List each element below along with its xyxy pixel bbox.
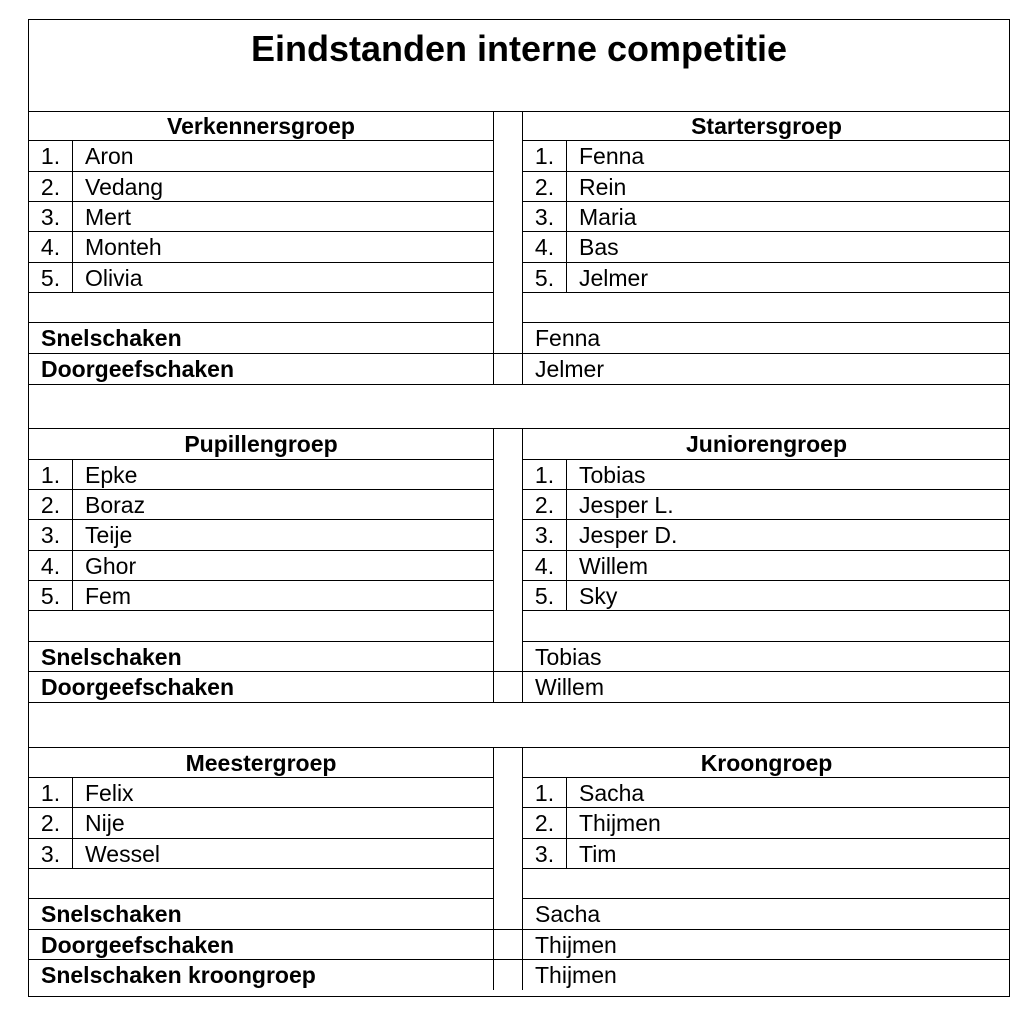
column-gap <box>493 642 523 671</box>
rank-row <box>29 172 493 202</box>
rank-number: 5. <box>29 263 73 292</box>
group-panel-right <box>523 429 1010 641</box>
rank-row <box>29 581 493 611</box>
prize-label: Doorgeefschaken <box>41 931 235 958</box>
rank-row <box>29 839 493 869</box>
prize-winner: Fenna <box>535 325 601 352</box>
rank-number: 1. <box>523 141 567 170</box>
page-title: Eindstanden interne competitie <box>29 20 1009 112</box>
player-name: Felix <box>85 779 134 806</box>
rank-row <box>29 490 493 520</box>
player-name: Mert <box>85 203 131 230</box>
rank-row <box>523 808 1010 838</box>
player-name: Thijmen <box>579 810 661 837</box>
rank-row <box>523 778 1010 808</box>
column-gap <box>493 899 523 928</box>
player-name: Teije <box>85 522 133 549</box>
empty-row <box>523 293 1010 323</box>
rank-row <box>29 460 493 490</box>
empty-row <box>29 611 493 641</box>
column-gap <box>493 930 523 959</box>
player-name: Epke <box>85 461 138 488</box>
prize-row <box>29 354 1009 384</box>
rank-row <box>523 202 1010 232</box>
prize-winner: Thijmen <box>535 961 617 988</box>
player-name: Fem <box>85 582 131 609</box>
group-section <box>29 111 1009 384</box>
group-section <box>29 748 1009 991</box>
rank-number: 2. <box>523 808 567 837</box>
player-name: Bas <box>579 234 619 261</box>
rank-number: 2. <box>523 172 567 201</box>
rank-row <box>29 808 493 838</box>
rank-number: 3. <box>523 520 567 549</box>
prize-label: Doorgeefschaken <box>41 355 235 382</box>
prize-winner: Jelmer <box>535 355 605 382</box>
player-name: Jelmer <box>579 264 649 291</box>
rank-row <box>523 520 1010 550</box>
extra-prizes <box>29 323 1009 384</box>
prize-label: Snelschaken <box>41 325 182 352</box>
rank-number: 1. <box>29 141 73 170</box>
player-name: Jesper L. <box>579 491 674 518</box>
section-divider <box>29 384 1009 429</box>
rank-number: 1. <box>29 778 73 807</box>
rank-number: 4. <box>29 551 73 580</box>
empty-row <box>29 869 493 899</box>
column-gap <box>493 960 523 990</box>
player-name: Ghor <box>85 552 137 579</box>
extra-prizes <box>29 899 1009 990</box>
rank-row <box>29 551 493 581</box>
prize-winner: Willem <box>535 673 604 700</box>
results-table <box>28 19 1010 997</box>
column-gap <box>493 323 523 352</box>
player-name: Maria <box>579 203 637 230</box>
rank-number: 4. <box>523 232 567 261</box>
rank-number: 1. <box>29 460 73 489</box>
group-panel-right <box>523 111 1010 323</box>
player-name: Rein <box>579 173 627 200</box>
rank-row <box>523 490 1010 520</box>
prize-winner: Sacha <box>535 901 601 928</box>
rank-row <box>523 839 1010 869</box>
player-name: Vedang <box>85 173 164 200</box>
player-name: Boraz <box>85 491 146 518</box>
group-section <box>29 429 1009 702</box>
column-gap <box>493 672 523 702</box>
rank-number: 4. <box>29 232 73 261</box>
rank-row <box>523 263 1010 293</box>
group-heading: Kroongroep <box>523 748 1010 778</box>
rank-number: 1. <box>523 460 567 489</box>
group-panel-right <box>523 748 1010 900</box>
rank-row <box>523 581 1010 611</box>
column-gap <box>493 748 523 900</box>
rank-row <box>523 172 1010 202</box>
prize-row <box>29 899 1009 929</box>
player-name: Willem <box>579 552 648 579</box>
rank-row <box>29 202 493 232</box>
rank-row <box>29 141 493 171</box>
column-gap <box>493 111 523 323</box>
prize-label: Snelschaken kroongroep <box>41 961 316 988</box>
rank-row <box>29 778 493 808</box>
rank-row <box>29 232 493 262</box>
group-panel-left <box>29 111 493 323</box>
prize-label: Snelschaken <box>41 643 182 670</box>
group-heading: Juniorengroep <box>523 429 1010 459</box>
prize-row <box>29 672 1009 702</box>
rank-row <box>523 141 1010 171</box>
column-gap <box>493 429 523 641</box>
player-name: Monteh <box>85 234 162 261</box>
column-gap <box>493 354 523 384</box>
rank-number: 2. <box>29 172 73 201</box>
empty-row <box>523 611 1010 641</box>
rank-number: 3. <box>523 202 567 231</box>
rank-row <box>29 263 493 293</box>
player-name: Sky <box>579 582 618 609</box>
prize-row <box>29 930 1009 960</box>
rank-row <box>523 232 1010 262</box>
player-name: Aron <box>85 143 134 170</box>
player-name: Tobias <box>579 461 646 488</box>
rank-row <box>523 551 1010 581</box>
rank-number: 1. <box>523 778 567 807</box>
rank-number: 5. <box>523 263 567 292</box>
rank-row <box>29 520 493 550</box>
rank-number: 2. <box>29 808 73 837</box>
rank-number: 2. <box>29 490 73 519</box>
prize-winner: Thijmen <box>535 931 617 958</box>
empty-row <box>523 869 1010 899</box>
rank-number: 3. <box>29 839 73 868</box>
group-heading: Meestergroep <box>29 748 493 778</box>
player-name: Nije <box>85 810 125 837</box>
player-name: Jesper D. <box>579 522 678 549</box>
rank-number: 3. <box>29 202 73 231</box>
rank-number: 3. <box>29 520 73 549</box>
group-panel-left <box>29 748 493 900</box>
rank-number: 5. <box>29 581 73 610</box>
player-name: Fenna <box>579 143 645 170</box>
rank-number: 5. <box>523 581 567 610</box>
rank-number: 4. <box>523 551 567 580</box>
player-name: Olivia <box>85 264 143 291</box>
player-name: Tim <box>579 840 617 867</box>
prize-label: Doorgeefschaken <box>41 673 235 700</box>
rank-number: 3. <box>523 839 567 868</box>
prize-winner: Tobias <box>535 643 602 670</box>
rank-number: 2. <box>523 490 567 519</box>
empty-row <box>29 293 493 323</box>
prize-row <box>29 960 1009 990</box>
player-name: Sacha <box>579 779 645 806</box>
group-heading: Pupillengroep <box>29 429 493 459</box>
prize-label: Snelschaken <box>41 901 182 928</box>
prize-row <box>29 323 1009 353</box>
rank-row <box>523 460 1010 490</box>
group-heading: Startersgroep <box>523 111 1010 141</box>
prize-row <box>29 642 1009 672</box>
group-panel-left <box>29 429 493 641</box>
extra-prizes <box>29 642 1009 703</box>
section-divider <box>29 702 1009 747</box>
group-heading: Verkennersgroep <box>29 111 493 141</box>
player-name: Wessel <box>85 840 160 867</box>
